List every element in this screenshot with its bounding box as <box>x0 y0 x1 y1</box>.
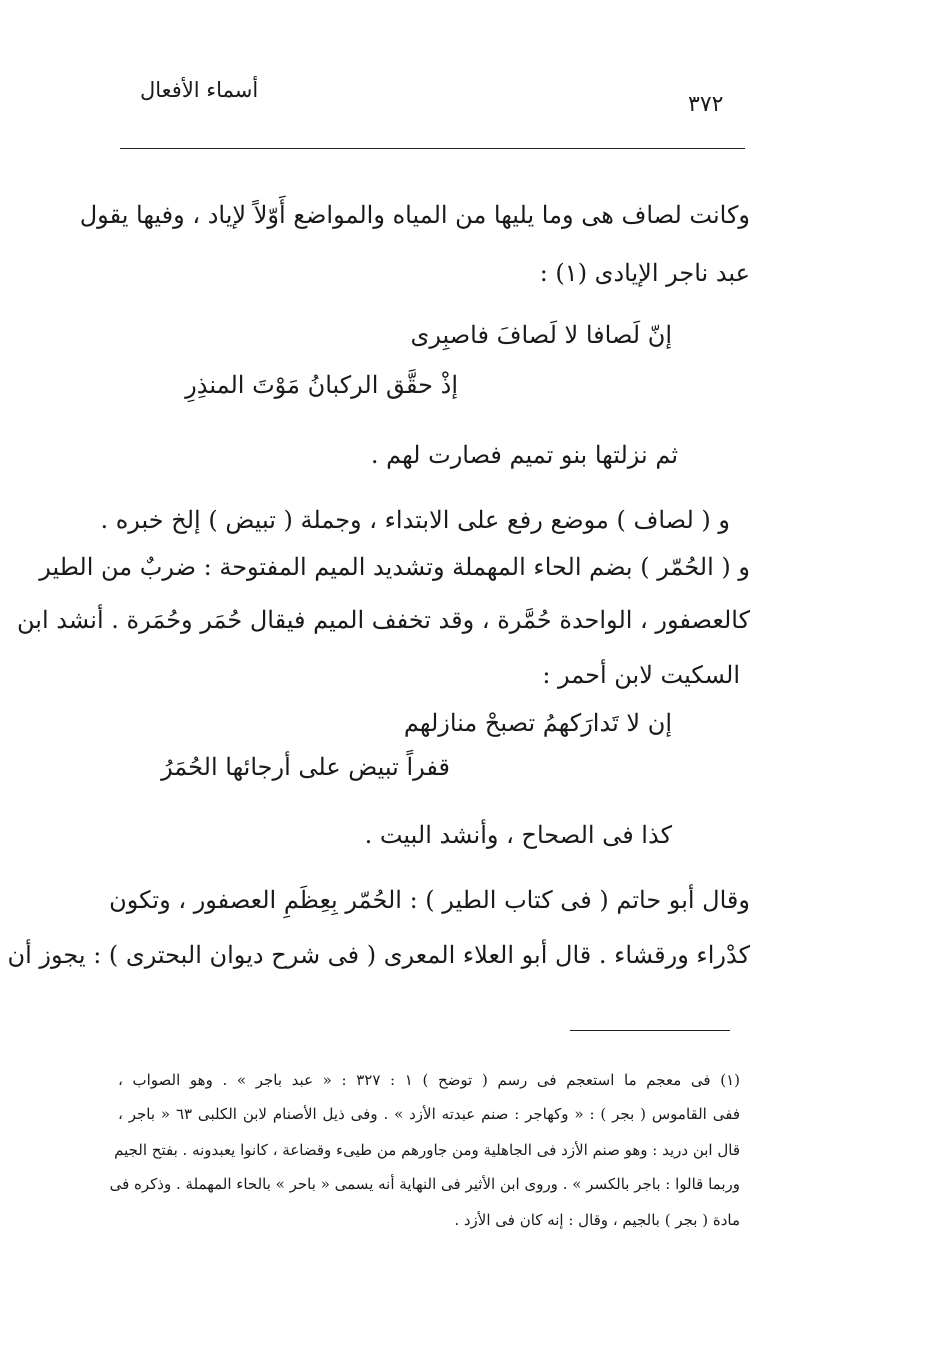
verse-line-4: قفراً تبيض على أرجائها الحُمَرُ <box>161 753 450 781</box>
verse-line-1: إنّ لَصافا لا لَصافَ فاصبِرى <box>410 321 672 349</box>
footnote-line-4: وربما قالوا : باجر بالكسر » . وروى ابن الأثير فى النهاية أنه يسمى « باحر » بالحاء المهملة . وذكره فى <box>109 1175 740 1193</box>
body-line-5: و ( الحُمّر ) بضم الحاء المهملة وتشديد الميم المفتوحة : ضربٌ من الطير <box>39 553 750 581</box>
footnote-line-3: قال ابن دريد : وهو صنم الأزد فى الجاهلية ومن جاورهم من طيىء وقضاعة ، كانوا يعبدونه . بفتح الجيم <box>114 1141 740 1159</box>
body-line-9: وقال أبو حاتم ( فى كتاب الطير ) : الحُمّر بِعِظَمِ العصفور ، وتكون <box>109 886 750 914</box>
header-rule <box>120 148 745 149</box>
body-line-1: وكانت لصاف هى وما يليها من المياه والمواضع أَوّلاً لإياد ، وفيها يقول <box>79 201 750 229</box>
footnote-line-5: مادة ( بجر ) بالجيم ، وقال : إنه كان فى الأزد . <box>454 1211 740 1229</box>
footnote-line-1: (١) فى معجم ما استعجم فى رسم ( توضح ) ١ : ٣٢٧ : « عبد باجر » . وهو الصواب ، <box>118 1071 740 1089</box>
footnote-rule <box>570 1030 730 1031</box>
body-line-10: كدْراء ورقشاء . قال أبو العلاء المعرى ( فى شرح ديوان البحترى ) : يجوز أن <box>7 941 750 969</box>
body-line-3: ثم نزلتها بنو تميم فصارت لهم . <box>370 441 678 469</box>
body-line-7: السكيت لابن أحمر : <box>542 661 740 689</box>
body-line-8: كذا فى الصحاح ، وأنشد البيت . <box>364 821 672 849</box>
running-title: أسماء الأفعال <box>140 78 259 102</box>
body-line-6: كالعصفور ، الواحدة حُمَّرة ، وقد تخفف الميم فيقال حُمَر وحُمَرة . أنشد ابن <box>17 606 750 634</box>
page-number: ٣٧٢ <box>688 92 724 117</box>
body-line-4: و ( لصاف ) موضع رفع على الابتداء ، وجملة ( تبيض ) إلخ خبره . <box>100 506 730 534</box>
body-line-2: عبد ناجر الإيادى (١) : <box>539 259 750 287</box>
footnote-line-2: ففى القاموس ( بجر ) : « وكهاجر : صنم عبدته الأزد » . وفى ذيل الأصنام لابن الكلبى ٦٣ « باجر ، <box>118 1105 740 1123</box>
verse-line-3: إن لا تَدارَكهمُ تصبحْ منازلهم <box>403 709 672 737</box>
verse-line-2: إذْ حقَّق الركبانُ مَوْتَ المنذِرِ <box>185 371 458 399</box>
